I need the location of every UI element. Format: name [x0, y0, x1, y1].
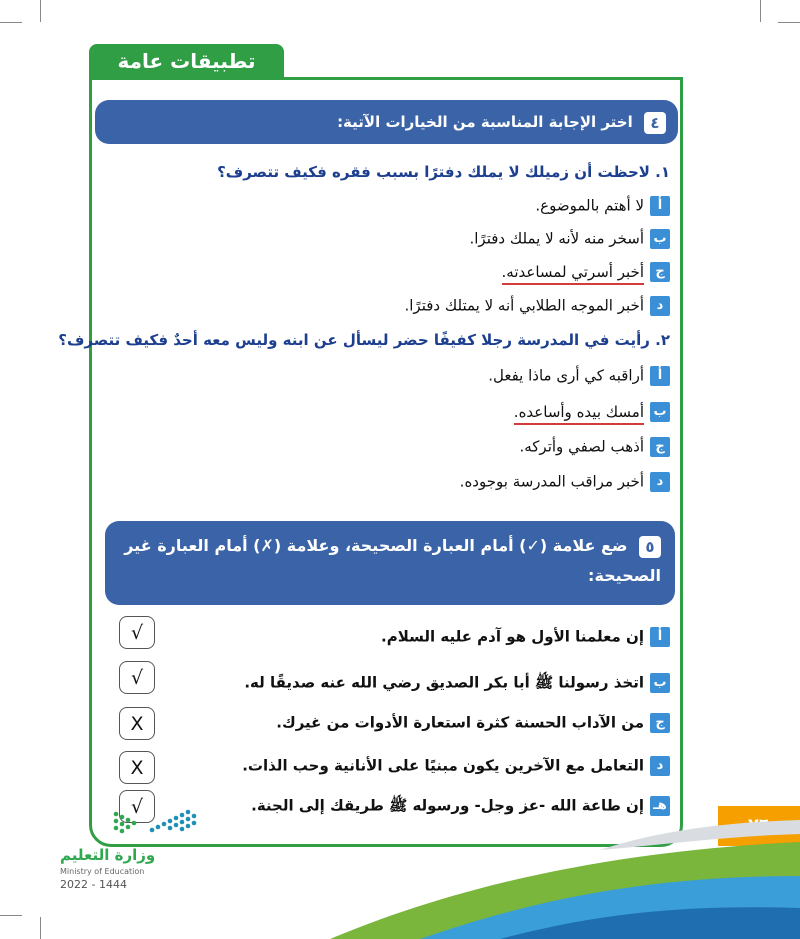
option-row: [502, 262, 670, 282]
question-4-header: [95, 100, 678, 144]
answer-box[interactable]: √: [119, 616, 155, 649]
option-text: أراقبه كي أرى ماذا يفعل.: [488, 366, 644, 385]
option-row: [460, 472, 670, 492]
crop-mark: [778, 22, 800, 23]
statement-letter: هـ: [650, 796, 670, 816]
statement-row: [276, 713, 670, 733]
option-row: [519, 437, 670, 457]
option-letter: ج: [650, 262, 670, 282]
option-letter: أ: [650, 366, 670, 386]
statement-letter: ب: [650, 673, 670, 693]
option-letter: ب: [650, 402, 670, 422]
ministry-year: 2022 - 1444: [60, 878, 127, 891]
answer-box[interactable]: X: [119, 751, 155, 784]
option-letter: د: [650, 296, 670, 316]
option-row: [404, 296, 670, 316]
section-tab: تطبيقات عامة: [89, 44, 284, 78]
question-text: ٢. رأيت في المدرسة رجلا كفيفًا حضر ليسأل عن ابنه وليس معه أحدٌ فكيف تتصرف؟: [58, 331, 670, 349]
statement-text: من الآداب الحسنة كثرة استعارة الأدوات من غيرك.: [276, 713, 644, 732]
statement-letter: ج: [650, 713, 670, 733]
option-letter: ج: [650, 437, 670, 457]
option-row: [488, 366, 670, 386]
statement-letter: أ: [650, 627, 670, 647]
crop-mark: [760, 0, 761, 22]
option-text: أذهب لصفي وأتركه.: [519, 437, 644, 456]
statement-letter: د: [650, 756, 670, 776]
ministry-arabic: وزارة التعليم: [60, 846, 156, 864]
question-title: ضع علامة (✓) أمام العبارة الصحيحة، وعلامة (✗) أمام العبارة غير الصحيحة:: [124, 536, 661, 585]
option-text: أخبر الموجه الطلابي أنه لا يمتلك دفترًا.: [404, 296, 644, 315]
ministry-english: Ministry of Education: [60, 867, 145, 876]
question-number: ٤: [644, 112, 666, 134]
option-text: أخبر أسرتي لمساعدته.: [502, 263, 644, 285]
statement-row: [244, 673, 670, 696]
crop-mark: [0, 22, 22, 23]
statement-text: إن معلمنا الأول هو آدم عليه السلام.: [381, 627, 644, 646]
statement-row: [381, 627, 670, 647]
option-letter: د: [650, 472, 670, 492]
question-5-header: [105, 521, 675, 605]
option-text: لا أهتم بالموضوع.: [535, 196, 644, 215]
option-text: أخبر مراقب المدرسة بوجوده.: [459, 472, 644, 491]
option-text: أمسك بيده وأساعده.: [514, 403, 644, 425]
option-letter: أ: [650, 196, 670, 216]
statement-text: التعامل مع الآخرين يكون مبنيًا على الأنانية وحب الذات.: [242, 756, 644, 775]
option-letter: ب: [650, 229, 670, 249]
question-text: ١. لاحظت أن زميلك لا يملك دفترًا بسبب فقره فكيف تتصرف؟: [217, 163, 670, 181]
answer-box[interactable]: √: [119, 661, 155, 694]
statement-text: إن طاعة الله -عز وجل- ورسوله ﷺ طريقك إلى الجنة.: [251, 796, 644, 815]
question-number: ٥: [639, 536, 661, 558]
statement-text: اتخذ رسولنا ﷺ أبا بكر الصديق رضي الله عنه صديقًا له.: [244, 673, 644, 692]
decorative-swoosh: [0, 790, 800, 939]
statement-row: [242, 756, 670, 776]
option-row: [469, 229, 670, 249]
option-row: [535, 196, 670, 216]
question-title: اختر الإجابة المناسبة من الخيارات الآتية:: [337, 113, 633, 131]
answer-box[interactable]: √: [119, 790, 155, 823]
option-text: أسخر منه لأنه لا يملك دفترًا.: [469, 229, 644, 248]
answer-box[interactable]: X: [119, 707, 155, 740]
crop-mark: [40, 0, 41, 22]
option-row: [514, 402, 670, 422]
